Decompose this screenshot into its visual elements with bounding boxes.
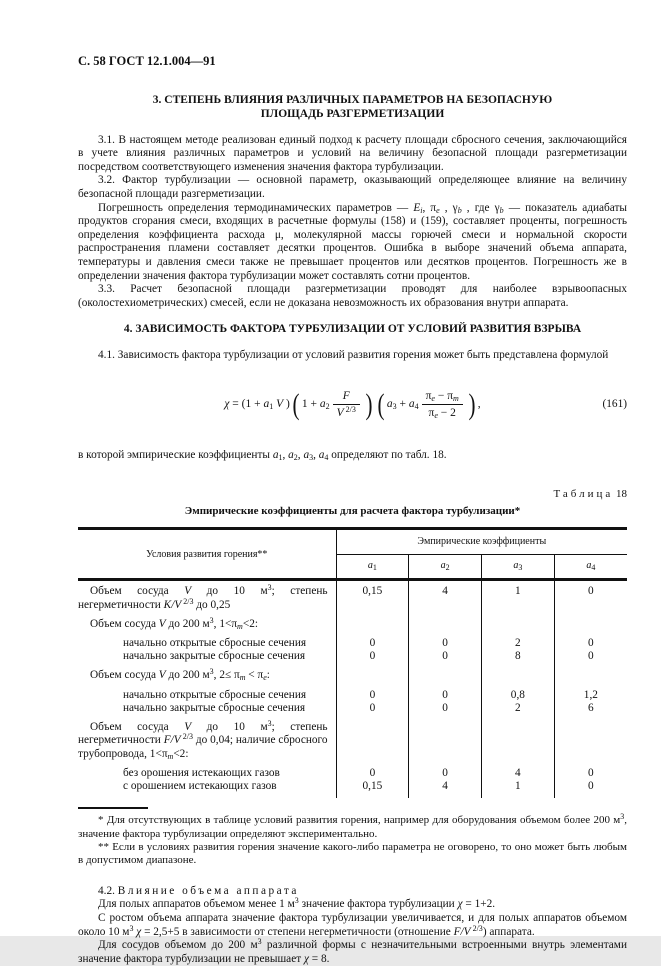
paragraph-3-2a: 3.2. Фактор турбулизации — основной параметр, оказывающий определяющее влияние на величину безопасной площади разгерметизации. [78,174,627,200]
paragraph-4-2-2: С ростом объема аппарата значение фактора турбулизации увеличивается, и для полых аппаратов объемом около 10 $м^3$ χ = 2,5+5 в зависимости от степени негерметичности (отношение F/V $^{2/3}$) аппарата. [78,911,627,938]
formula-comma: , [477,397,481,410]
paragraph-4-2-3: Для сосудов объемом до 200 $м^3$ различной формы с незначительными встроенными внутрь элементами значение фактора турбулизации не превышает χ = 8. [78,937,628,965]
row-condition: Объем сосуда V до 200 $м^3$, $2\le \pi_m < \pi_e$: [90,667,270,683]
fraction-2-denominator: $\pi_e - 2$ [428,407,456,420]
footnote-1: * Для отсутствующих в таблице условий развития горения, например для оборудования объемом более 200 $м^3$, значение фактора турбулизации определяют экспериментально. [78,812,627,840]
footnotes [78,807,627,868]
cell-a2: 0 [409,761,482,780]
section-3-title [78,93,627,121]
cell-a1: 0,15 [336,780,409,798]
row-condition: без орошения истекающих газов [123,766,280,779]
page-header: С. 58 ГОСТ 12.1.004—91 [78,54,216,68]
paragraph-after-formula: в которой эмпирические коэффициенты $a_1$, $a_2$, $a_3$, $a_4$ определяют по табл. 18. [78,448,447,462]
cell-a4: 0 [554,631,627,650]
table-row [78,780,627,798]
cell-a2: 4 [409,780,482,798]
fraction-1-denominator: V $^{2/3}$ [336,405,356,419]
table-label-word: Таблица [553,488,614,501]
cell-a3: 2 [482,631,555,650]
column-header-a3: $a_3$ [482,554,555,580]
cell-a3: 1 [482,780,555,798]
cell-a1: 0 [336,631,409,650]
row-condition: с орошением истекающих газов [123,779,277,792]
formula-lhs: $\chi = (1 + a_1$ V ) [224,397,290,411]
paragraph-3-1: 3.1. В настоящем методе реализован единый подход к расчету площади сбросного сечения, заключающийся в учете влияния различных параметров и условий на величину безопасной площади разгерметизации посредством соответствующего изменения значения фактора турбулизации. [78,133,627,173]
table-row [78,650,627,663]
footnote-2: ** Если в условиях развития горения значение какого-либо параметра не оговорено, то оно может быть любым в допустимом диапазоне. [78,840,627,867]
row-condition: начально закрытые сбросные сечения [123,701,306,714]
column-header-a4: $a_4$ [554,554,627,580]
column-header-a2: $a_2$ [409,554,482,580]
formula-factor3-pre: $a_3 + a_4$ [386,397,419,411]
table-row [78,612,627,631]
cell-a1: 0 [336,702,409,715]
cell-a2: 0 [409,631,482,650]
table-row [78,663,627,682]
section-3-title-line1: 3. СТЕПЕНЬ ВЛИЯНИЯ РАЗЛИЧНЫХ ПАРАМЕТРОВ НА БЕЗОПАСНУЮ [152,93,553,106]
column-header-a1: $a_1$ [336,554,409,580]
section-4-2 [78,885,627,966]
paragraph-3-2b: Погрешность определения термодинамических параметров — $E_i$, $\pi_e$ , $\gamma_b$ , где $\gamma_b$ — показатель адиабаты продуктов сгорания смеси, входящих в расчетные формулы (158) и (159), составляет проценты, погрешность определения коэффициента расхода μ, молекулярной массы горючей смеси и нормальной скорости распространения пламени составляет десятки процентов. Ошибка в выборе значений объема аппарата, температуры и давления смеси также не превышает процентов или десятков процентов. Погрешность же в определении значения фактора турбулизации может составлять сотни процентов. [78,201,628,282]
cell-a2: 4 [409,580,482,612]
fraction-2 [422,389,463,421]
table-row [78,702,627,715]
footnote-separator [78,807,148,809]
formula-chi [224,389,480,421]
cell-a4: 0 [554,650,627,663]
cell-a1: 0 [336,683,409,702]
row-condition: начально закрытые сбросные сечения [123,650,306,663]
cell-a2: 0 [409,683,482,702]
cell-a3: 4 [482,761,555,780]
fraction-1 [333,389,360,421]
column-header-group: Эмпирические коэффициенты [336,529,627,555]
section-4-title: 4. ЗАВИСИМОСТЬ ФАКТОРА ТУРБУЛИЗАЦИИ ОТ УСЛОВИЙ РАЗВИТИЯ ВЗРЫВА [123,323,582,336]
row-condition: Объем сосуда V до 10 $м^3$; степень негерметичности K/V $^{2/3}$ до 0,25 [78,583,328,611]
table-label-number: 18 [616,488,627,501]
close-paren: ) [365,388,373,421]
formula-factor2-pre: $1 + a_2$ [301,397,330,411]
cell-a3: 0,8 [482,683,555,702]
table-label [78,488,627,502]
row-condition: Объем сосуда V до 10 $м^3$; степень негерметичности F/V $^{2/3}$ до 0,04; наличие сбросного трубопровода, $1<\pi_m<2$: [78,719,328,761]
table-row [78,761,627,780]
cell-a3: 8 [482,650,555,663]
cell-a1: 0,15 [336,580,409,612]
row-condition: начально открытые сбросные сечения [123,637,307,650]
cell-a4: 0 [554,780,627,798]
fraction-1-numerator: F [333,389,360,405]
section-4-2-number: 4.2. [98,884,115,897]
open-paren: ( [292,388,300,421]
fraction-2-numerator: $\pi_e - \pi_m$ [422,389,463,405]
coefficients-table [78,527,627,798]
close-paren: ) [468,388,476,421]
paragraph-3-3: 3.3. Расчет безопасной площади разгерметизации проводят для наиболее взрывоопасных (околостехиометрических) смесей, если не доказана невозможность их образования внутри аппарата. [78,283,627,309]
cell-a3: 1 [482,580,555,612]
open-paren: ( [377,388,385,421]
table-row [78,631,627,650]
cell-a2: 0 [409,702,482,715]
cell-a4: 6 [554,702,627,715]
table-title: Эмпирические коэффициенты для расчета фактора турбулизации* [184,504,521,517]
paragraph-4-1: 4.1. Зависимость фактора турбулизации от условий развития горения может быть представлена формулой [98,348,609,361]
formula-161 [78,383,627,427]
cell-a4: 0 [554,761,627,780]
table-row [78,683,627,702]
row-condition: Объем сосуда V до 200 $м^3$, $1<\pi_m<2$: [90,615,258,631]
table-row [78,580,627,612]
cell-a1: 0 [336,650,409,663]
cell-a3: 2 [482,702,555,715]
section-4-2-heading [78,885,627,899]
paragraph-4-2-1: Для полых аппаратов объемом менее 1 $м^3$ значение фактора турбулизации χ = 1+2. [98,896,496,911]
cell-a4: 0 [554,580,627,612]
section-3-title-line2: ПЛОЩАДЬ РАЗГЕРМЕТИЗАЦИИ [260,107,445,120]
column-header-conditions: Условия развития горения** [78,529,336,580]
table-header-row [78,529,627,555]
section-4-2-heading-text: Влияние объема аппарата [117,884,299,897]
equation-number: (161) [602,397,627,410]
table-row [78,715,627,761]
cell-a4: 1,2 [554,683,627,702]
row-condition: начально открытые сбросные сечения [123,688,307,701]
cell-a1: 0 [336,761,409,780]
cell-a2: 0 [409,650,482,663]
